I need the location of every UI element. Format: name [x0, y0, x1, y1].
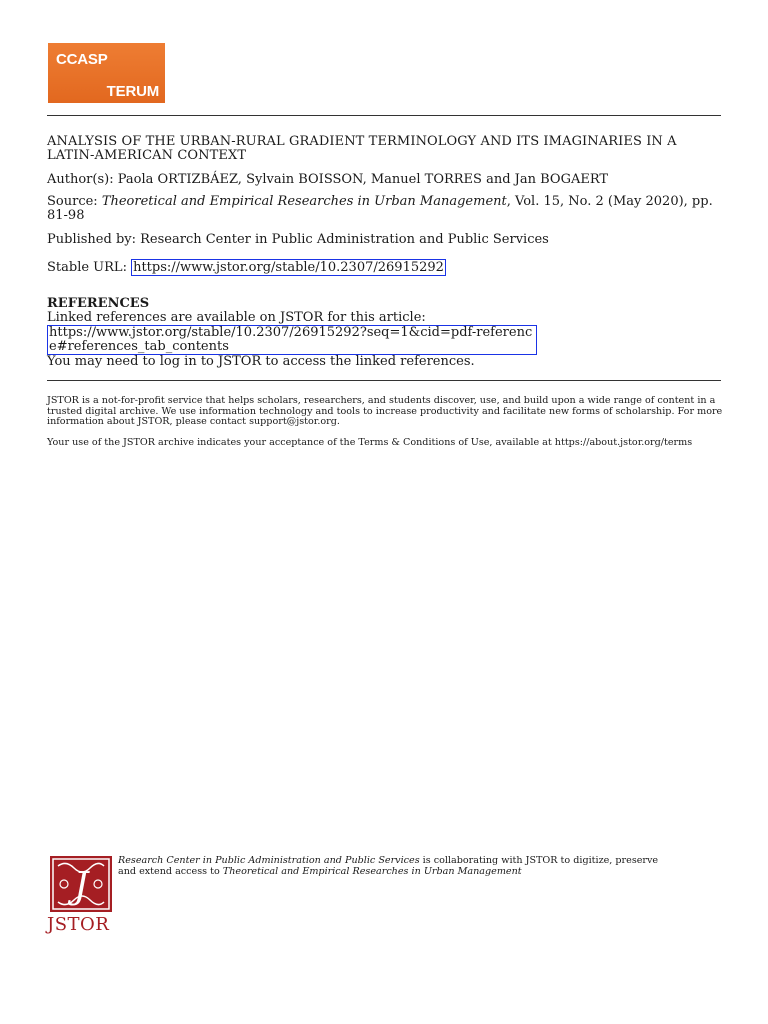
source-label: Source: [47, 194, 102, 209]
ccasp-terum-logo [48, 43, 165, 103]
article-title: ANALYSIS OF THE URBAN-RURAL GRADIENT TERMINOLOGY AND ITS IMAGINARIES IN A LATIN-AMERICAN CONTEXT [47, 134, 677, 163]
source-journal: Theoretical and Empirical Researches in Urban Management [101, 194, 507, 209]
collab-middle: is collaborating with JSTOR to digitize, preserve and extend access to [118, 855, 659, 877]
top-divider [47, 115, 721, 116]
references-heading: REFERENCES [47, 296, 150, 311]
svg-text:J: J [73, 866, 89, 907]
source-line [47, 195, 727, 223]
jstor-logo-icon [50, 856, 112, 912]
stable-url-line [47, 260, 446, 275]
published-by-line: Published by: Research Center in Public Administration and Public Services [47, 232, 549, 247]
collaboration-statement [118, 856, 678, 877]
middle-divider [47, 380, 721, 381]
references-body [47, 311, 737, 369]
collab-journal: Theoretical and Empirical Researches in Urban Management [222, 865, 522, 877]
references-link[interactable]: https://www.jstor.org/stable/10.2307/26915292?seq=1&cid=pdf-reference#references_tab_contents [47, 325, 537, 355]
stable-url-link[interactable]: https://www.jstor.org/stable/10.2307/26915292 [133, 260, 444, 275]
references-note: You may need to log in to JSTOR to access the linked references. [47, 354, 475, 369]
jstor-wordmark: JSTOR [47, 914, 110, 935]
jstor-notice: JSTOR is a not-for-profit service that helps scholars, researchers, and students discover, use, and build upon a wide range of content in a trusted digital archive. We use information technology and tools to increase productivity and facilitate new forms of scholarship. For more information about JSTOR, please contact support@jstor.org. [47, 395, 723, 427]
stable-url-label: Stable URL: [47, 260, 132, 275]
authors-line: Author(s): Paola ORTIZBÁEZ, Sylvain BOISSON, Manuel TORRES and Jan BOGAERT [47, 172, 609, 187]
logo-bottom-text: TERUM [106, 83, 159, 100]
source-details: , Vol. 15, No. 2 (May 2020), pp. 81-98 [47, 194, 713, 223]
terms-notice: Your use of the JSTOR archive indicates your acceptance of the Terms & Conditions of Use, available at https://about.jstor.org/terms [47, 437, 693, 448]
logo-top-text: CCASP [56, 51, 108, 68]
collab-publisher: Research Center in Public Administration and Public Services [118, 855, 420, 866]
references-intro: Linked references are available on JSTOR for this article: [47, 310, 426, 325]
